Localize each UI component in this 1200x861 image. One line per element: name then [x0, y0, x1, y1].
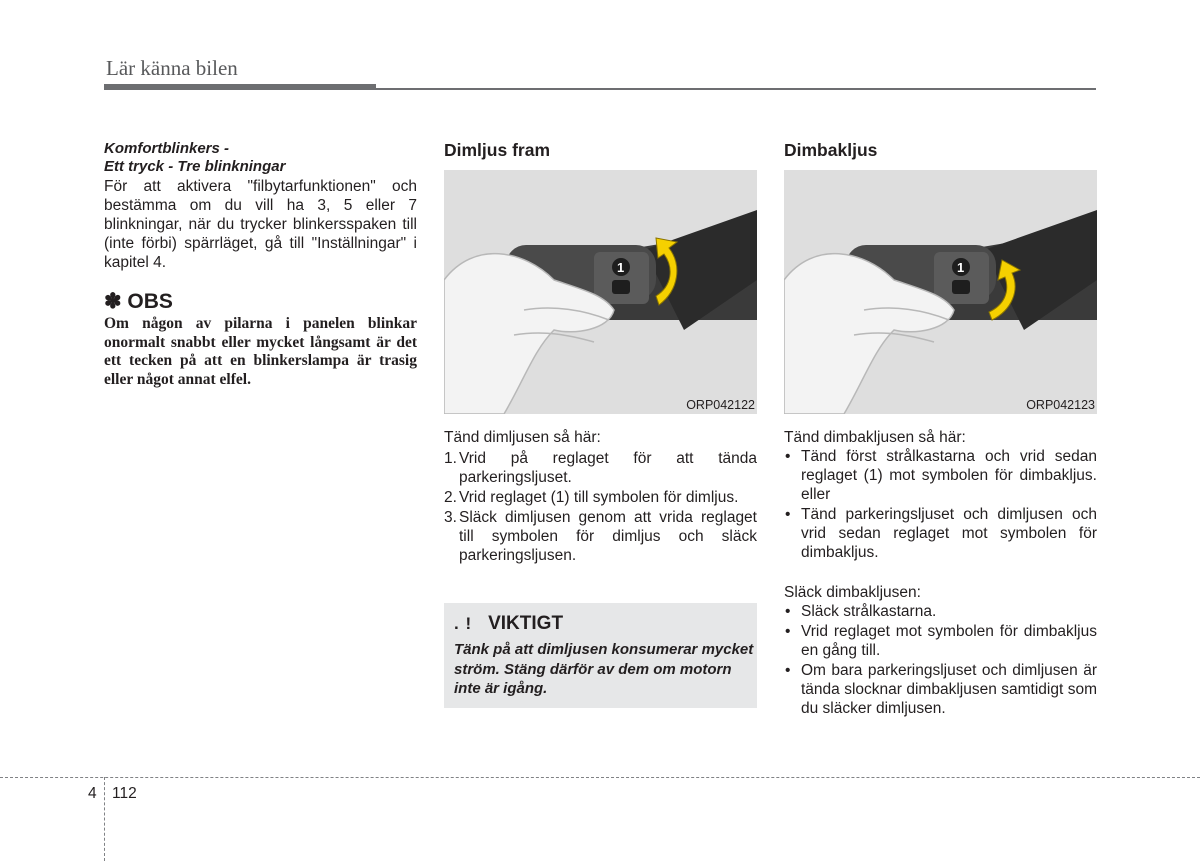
page-header-title: Lär känna bilen [106, 56, 238, 80]
front-fog-intro: Tänd dimljusen så här: [444, 429, 601, 446]
list-item: • Tänd parkeringsljuset och dimljusen och vrid sedan reglaget mot symbolen för dimbakljus. [785, 506, 1097, 561]
figure-rear-fog [784, 170, 1097, 414]
feature-text: För att aktivera "filbytarfunktionen" och bestämma om du vill ha 3, 5 eller 7 blinkningar, när du trycker blinkersspaken till (inte förbi) spärrläget, gå till "Inställningar" i kapitel 4. [104, 178, 417, 271]
obs-heading: ✽ OBS [104, 290, 173, 313]
feature-title-line2: Ett tryck - Tre blinkningar [104, 158, 286, 175]
list-item: • Om bara parkeringsljuset och dimljusen är tända slocknar dimbakljusen samtidigt som du släcker dimljusen. [785, 662, 1097, 717]
figure-code: ORP042123 [1026, 398, 1095, 412]
warning-box [444, 603, 757, 708]
step-item: 2. Vrid reglaget (1) till symbolen för dimljus. [444, 489, 739, 506]
list-item: • Tänd först strålkastarna och vrid sedan reglaget (1) mot symbolen för dimbakljus. eller [785, 448, 1097, 503]
rear-fog-off-list [784, 602, 1097, 718]
warning-icon: . ! [454, 614, 473, 633]
step-item: 1. Vrid på reglaget för att tända parkeringsljuset. [444, 450, 757, 486]
warning-text: Tänk på att dimljusen konsumerar mycket ström. Stäng därför av dem om motorn inte är igång. [454, 641, 754, 697]
section-title-rear-fog: Dimbakljus [784, 140, 878, 160]
header-rule-thin [376, 88, 1096, 90]
front-fog-steps [444, 449, 757, 565]
rear-fog-on-list [784, 447, 1097, 562]
warning-heading-row [454, 613, 563, 635]
chapter-number: 4 [88, 785, 97, 802]
obs-text: Om någon av pilarna i panelen blinkar onormalt snabbt eller mycket långsamt är det ett tecken på att en blinkerslampa är trasig eller något annat elfel. [104, 315, 417, 388]
header-rule-thick [104, 84, 376, 90]
list-item: • Släck strålkastarna. [785, 603, 937, 620]
list-item: • Vrid reglaget mot symbolen för dimbakljus en gång till. [785, 623, 1097, 659]
column-left [104, 140, 417, 389]
column-middle [444, 428, 757, 566]
feature-title-line1: Komfortblinkers - [104, 140, 230, 157]
warning-heading: VIKTIGT [488, 613, 564, 634]
figure-front-fog [444, 170, 757, 414]
section-title-front-fog: Dimljus fram [444, 140, 550, 160]
rear-fog-intro-on: Tänd dimbakljusen så här: [784, 429, 966, 446]
step-item: 3. Släck dimljusen genom att vrida reglaget till symbolen för dimljus och släck parkeringsljusen. [444, 509, 757, 564]
footer-divider [104, 777, 105, 861]
footer-rule [0, 777, 1200, 778]
figure-code: ORP042122 [686, 398, 755, 412]
page-number: 112 [112, 785, 137, 802]
dial-label: 1 [957, 260, 965, 275]
stalk-illustration-front [444, 170, 757, 414]
rear-fog-intro-off: Släck dimbakljusen: [784, 584, 921, 601]
dial-label: 1 [617, 260, 625, 275]
column-right [784, 428, 1097, 719]
stalk-illustration-rear [784, 170, 1097, 414]
